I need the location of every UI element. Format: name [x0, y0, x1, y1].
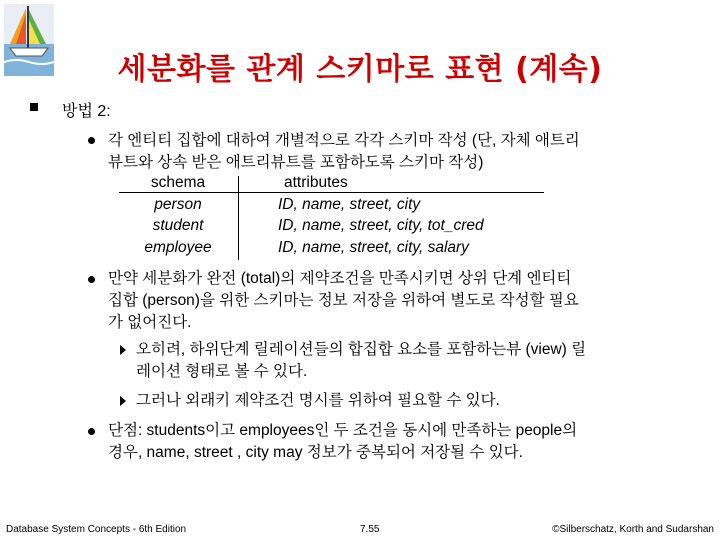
method-heading: 방법 2:	[62, 103, 111, 120]
table-row-schema: employee	[144, 239, 212, 256]
table-row-attributes: ID, name, street, city, salary	[278, 239, 469, 256]
bullet3-line1: 단점: students이고 employees인 두 조건을 동시에 만족하는 people의	[108, 422, 578, 439]
table-row-schema: person	[154, 196, 202, 213]
table-header-schema: schema	[150, 174, 206, 191]
table-header-attributes: attributes	[284, 174, 348, 191]
bullet1-line1: 각 엔티티 집합에 대하여 개별적으로 각각 스키마 작성 (단, 자체 애트리	[108, 132, 580, 149]
table-row-attributes: ID, name, street, city, tot_cred	[278, 217, 484, 234]
footer-book-title: Database System Concepts - 6th Edition	[6, 524, 187, 535]
bullet1-line2: 뷰트와 상속 받은 애트리뷰트를 포함하도록 스키마 작성)	[108, 154, 484, 171]
bullet2-line3: 가 없어진다.	[108, 314, 192, 331]
table-row-schema: student	[152, 217, 204, 234]
table-header-rule	[119, 192, 544, 193]
table-row-attributes: ID, name, street, city	[278, 196, 421, 213]
sub1-line1: 오히려, 하위단계 릴레이션들의 합집합 요소를 포함하는뷰 (view) 릴	[136, 341, 587, 358]
footer-copyright: ©Silberschatz, Korth and Sudarshan	[552, 524, 714, 535]
square-bullet-icon	[30, 103, 38, 111]
slide-title: 세분화를 관계 스키마로 표현 (계속)	[117, 52, 603, 87]
bullet2-line1: 만약 세분화가 완전 (total)의 제약조건을 만족시키면 상위 단계 엔티티	[108, 270, 572, 287]
bullet3-line2: 경우, name, street , city may 정보가 중복되어 저장될 수 있다.	[108, 444, 523, 461]
sub1-line2: 레이션 형태로 볼 수 있다.	[136, 363, 308, 380]
arrow-bullet-icon	[120, 396, 126, 406]
bullet-dot-icon	[88, 276, 95, 283]
footer-slide-number: 7.55	[360, 524, 380, 535]
bullet-dot-icon	[88, 137, 95, 144]
arrow-bullet-icon	[120, 345, 126, 355]
sub2-line1: 그러나 외래키 제약조건 명시를 위하여 필요할 수 있다.	[136, 392, 500, 409]
bullet-dot-icon	[88, 428, 95, 435]
table-column-rule	[238, 176, 239, 260]
bullet2-line2: 집합 (person)을 위한 스키마는 정보 저장을 위하여 별도로 작성할 필요	[108, 292, 579, 309]
